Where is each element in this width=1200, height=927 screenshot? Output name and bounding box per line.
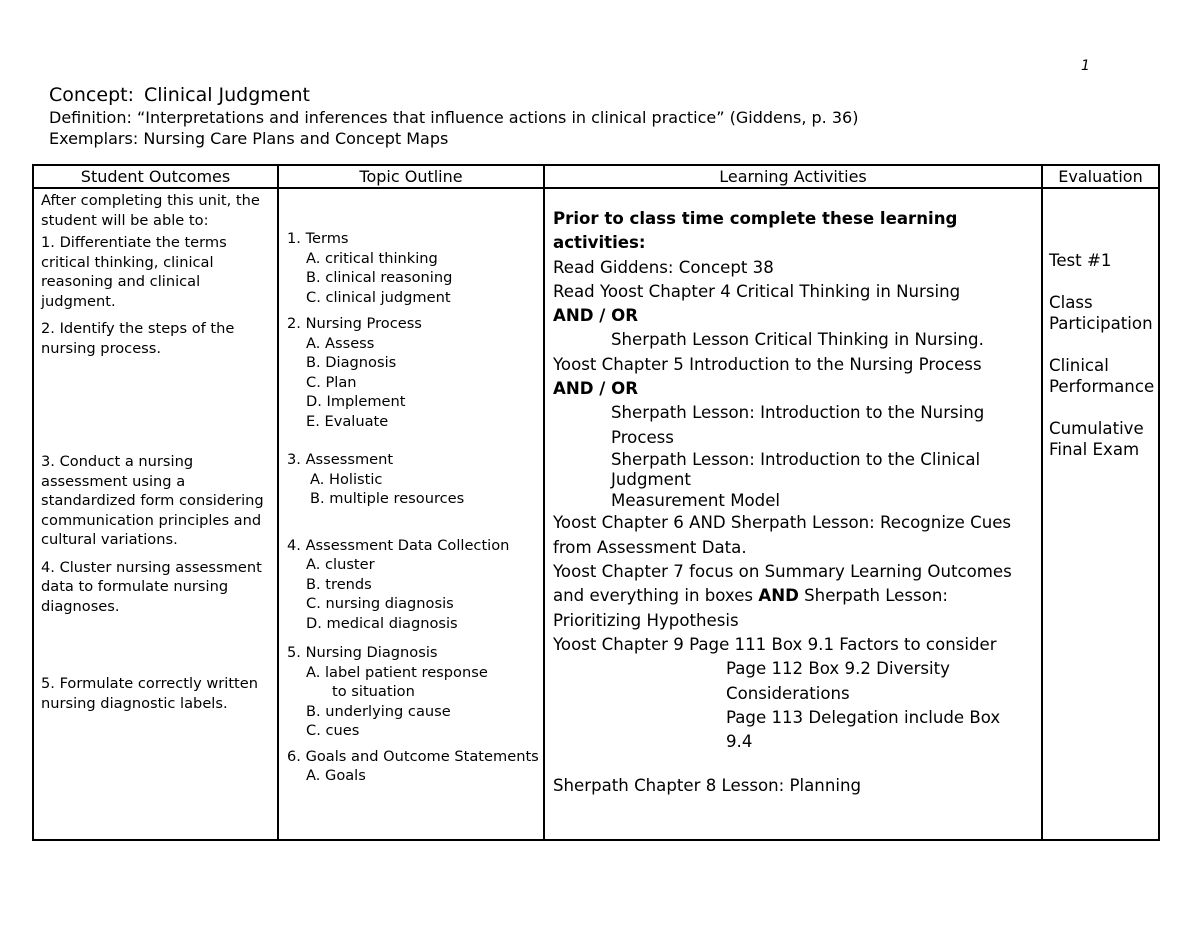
topic-item: C. Plan [306, 373, 357, 391]
exemplars-line: Exemplars: Nursing Care Plans and Concept Maps [49, 129, 449, 148]
outcome-5: 5. Formulate correctly written nursing diagnostic labels. [41, 675, 259, 712]
activity-item: Yoost Chapter 5 Introduction to the Nursing Process [553, 354, 982, 374]
topic-item: B. underlying cause [306, 702, 451, 720]
unit-table [32, 164, 1160, 841]
outcome-4: 4. Cluster nursing assessment data to formulate nursing diagnoses. [41, 558, 262, 615]
definition-line: Definition: “Interpretations and inferences that influence actions in clinical practice” (Giddens, p. 36) [49, 108, 859, 127]
topic-item: C. cues [306, 722, 360, 739]
outcome-2: 2. Identify the steps of the nursing process. [41, 320, 235, 357]
topic-item: B. clinical reasoning [306, 269, 453, 286]
header-evaluation: Evaluation [1042, 165, 1159, 188]
activity-item: Measurement Model [611, 490, 781, 510]
topic-item: D. Implement [306, 393, 406, 410]
learning-activities-cell [544, 188, 1042, 840]
topic-item: A. Goals [306, 767, 366, 784]
activity-item: Page 113 Delegation include Box 9.4 [726, 707, 1001, 752]
topic-item: A. Holistic [310, 470, 383, 488]
topic-item: C. clinical judgment [306, 288, 451, 306]
page-number: 1 [1081, 58, 1090, 74]
topic-item: E. Evaluate [306, 412, 389, 430]
topic-item: B. multiple resources [310, 490, 465, 507]
table-header-row [33, 165, 1159, 188]
and-or-label: AND / OR [553, 306, 639, 326]
concept-label: Concept: [49, 84, 134, 106]
topic-item: A. Assess [306, 334, 375, 352]
activity-item: Yoost Chapter 9 Page 111 Box 9.1 Factors to consider [553, 634, 997, 654]
activity-item: Sherpath Lesson: Introduction to the Clinical Judgment [611, 449, 981, 490]
document-header [49, 84, 858, 149]
topic-assessment-data: 4. Assessment Data Collection [287, 536, 510, 554]
activity-item: Sherpath Lesson: Introduction to the Nursing Process [611, 403, 985, 447]
outcome-3: 3. Conduct a nursing assessment using a standardized form considering communication principles and cultural variations. [41, 453, 264, 548]
activity-item: Page 112 Box 9.2 Diversity Considerations [726, 659, 950, 703]
activity-item [553, 560, 1031, 633]
header-learning-activities: Learning Activities [544, 165, 1042, 188]
topic-terms: 1. Terms [287, 230, 349, 247]
activity-item: Sherpath Chapter 8 Lesson: Planning [553, 776, 861, 796]
activity-item: Yoost Chapter 6 AND Sherpath Lesson: Recognize Cues from Assessment Data. [553, 513, 1012, 557]
and-or-label: AND / OR [553, 379, 639, 399]
concept-value: Clinical Judgment [143, 84, 310, 106]
topic-assessment: 3. Assessment [287, 451, 394, 468]
outcome-1: 1. Differentiate the terms critical thinking, clinical reasoning and clinical judgment. [41, 234, 227, 310]
topic-item: B. trends [306, 575, 372, 593]
topic-item: A. label patient response [306, 663, 488, 681]
topic-nursing-process: 2. Nursing Process [287, 315, 422, 332]
evaluation-item: Test #1 [1049, 251, 1112, 270]
evaluation-item: Clinical Performance [1049, 356, 1155, 396]
topic-goals: 6. Goals and Outcome Statements [287, 747, 539, 765]
table-row [33, 188, 1159, 840]
header-topic-outline: Topic Outline [278, 165, 544, 188]
topic-item: B. Diagnosis [306, 354, 397, 371]
evaluation-item: Class Participation [1049, 293, 1153, 333]
topic-item: C. nursing diagnosis [306, 595, 454, 612]
and-label: AND [758, 586, 799, 606]
topic-outline-cell [278, 188, 544, 840]
topic-item: D. medical diagnosis [306, 614, 458, 632]
evaluation-cell [1042, 188, 1159, 840]
outcomes-intro: After completing this unit, the student will be able to: [41, 192, 260, 229]
evaluation-item: Cumulative Final Exam [1049, 419, 1144, 459]
activity-text: Sherpath Lesson: Prioritizing Hypothesis [553, 586, 948, 630]
concept-title [49, 84, 858, 107]
activity-item: Read Giddens: Concept 38 [553, 257, 774, 277]
topic-item-continued: to situation [332, 683, 415, 700]
activity-item: Sherpath Lesson Critical Thinking in Nursing. [611, 330, 984, 350]
activity-item: Read Yoost Chapter 4 Critical Thinking in Nursing [553, 281, 961, 301]
activities-intro: Prior to class time complete these learning activities: [553, 209, 958, 253]
student-outcomes-cell [33, 188, 278, 840]
activity-text: Yoost Chapter 7 focus on Summary Learning Outcomes and everything in boxes [553, 562, 1012, 606]
header-student-outcomes: Student Outcomes [33, 165, 278, 188]
topic-item: A. critical thinking [306, 249, 438, 267]
topic-nursing-diagnosis: 5. Nursing Diagnosis [287, 644, 438, 661]
topic-item: A. cluster [306, 556, 375, 573]
